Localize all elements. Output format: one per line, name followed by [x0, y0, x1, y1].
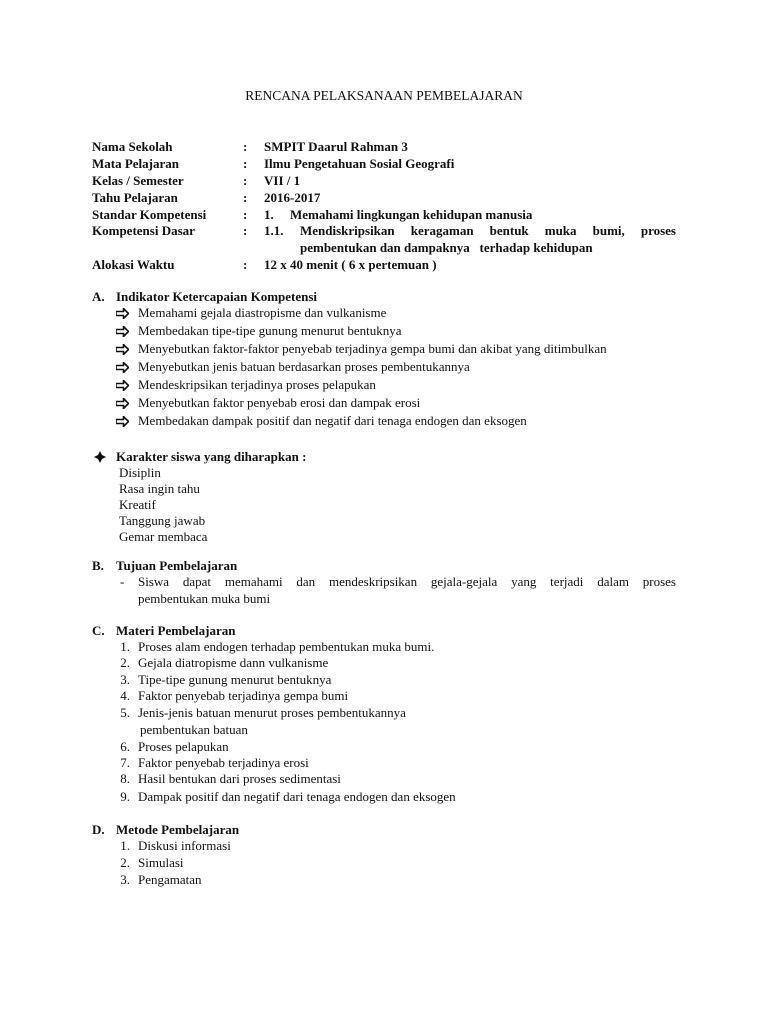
colon: :: [243, 139, 248, 154]
label-kompetensi-dasar: Kompetensi Dasar: [92, 223, 195, 238]
metode-number: 1.: [120, 838, 130, 853]
karakter-item: Gemar membaca: [119, 529, 208, 544]
label-tahun-pelajaran: Tahu Pelajaran: [92, 190, 178, 205]
materi-item: Proses pelapukan: [138, 739, 229, 754]
section-b-letter: B.: [92, 558, 104, 573]
arrow-right-icon: [116, 344, 129, 355]
kompetensi-number: 1.1.: [264, 223, 284, 238]
materi-item: pembentukan batuan: [140, 722, 248, 737]
section-a-letter: A.: [92, 289, 105, 304]
karakter-item: Tanggung jawab: [119, 513, 206, 528]
metode-item: Diskusi informasi: [138, 838, 231, 853]
indikator-item: Menyebutkan jenis batuan berdasarkan proses pembentukannya: [138, 359, 470, 374]
colon: :: [243, 156, 248, 171]
materi-number: 2.: [120, 655, 130, 670]
section-b-title: Tujuan Pembelajaran: [116, 558, 238, 573]
materi-item: Dampak positif dan negatif dari tenaga endogen dan eksogen: [138, 789, 456, 804]
arrow-right-icon: [116, 416, 129, 427]
label-nama-sekolah: Nama Sekolah: [92, 139, 173, 154]
colon: :: [243, 207, 248, 222]
section-d-letter: D.: [92, 822, 105, 837]
value-tahun-pelajaran: 2016-2017: [264, 190, 321, 205]
label-kelas-semester: Kelas / Semester: [92, 173, 184, 188]
arrow-right-icon: [116, 308, 129, 319]
materi-item: Faktor penyebab terjadinya gempa bumi: [138, 688, 349, 703]
value-kelas-semester: VII / 1: [264, 173, 301, 188]
indikator-item: Menyebutkan faktor-faktor penyebab terjadinya gempa bumi dan akibat yang ditimbulkan: [138, 341, 607, 356]
materi-item: Tipe-tipe gunung menurut bentuknya: [138, 672, 332, 687]
tujuan-line2: pembentukan muka bumi: [138, 591, 271, 606]
kompetensi-text-line1: Mendiskripsikan keragaman bentuk muka bumi, proses: [300, 223, 676, 238]
materi-number: 8.: [120, 771, 130, 786]
diamond-bullet-icon: [94, 451, 106, 463]
materi-item: Jenis-jenis batuan menurut proses pembentukannya: [138, 705, 406, 720]
arrow-right-icon: [116, 362, 129, 373]
section-a-title: Indikator Ketercapaian Kompetensi: [116, 289, 318, 304]
document-title: RENCANA PELAKSANAAN PEMBELAJARAN: [245, 88, 523, 103]
materi-item: Gejala diatropisme dann vulkanisme: [138, 655, 329, 670]
colon: :: [243, 190, 248, 205]
materi-number: 7.: [120, 755, 130, 770]
karakter-item: Rasa ingin tahu: [119, 481, 200, 496]
arrow-right-icon: [116, 398, 129, 409]
metode-item: Pengamatan: [138, 872, 202, 887]
karakter-item: Kreatif: [119, 497, 156, 512]
value-mata-pelajaran: Ilmu Pengetahuan Sosial Geografi: [264, 156, 455, 171]
kompetensi-text-line2: pembentukan dan dampaknya terhadap kehidupan: [300, 240, 593, 255]
karakter-item: Disiplin: [119, 465, 161, 480]
colon: :: [243, 223, 248, 238]
arrow-right-icon: [116, 380, 129, 391]
metode-number: 3.: [120, 872, 130, 887]
indikator-item: Memahami gejala diastropisme dan vulkanisme: [138, 305, 387, 320]
section-c-letter: C.: [92, 623, 105, 638]
metode-number: 2.: [120, 855, 130, 870]
label-alokasi-waktu: Alokasi Waktu: [92, 257, 175, 272]
standar-text: Memahami lingkungan kehidupan manusia: [290, 207, 533, 222]
materi-item: Proses alam endogen terhadap pembentukan muka bumi.: [138, 639, 435, 654]
label-standar-kompetensi: Standar Kompetensi: [92, 207, 207, 222]
karakter-title: Karakter siswa yang diharapkan :: [116, 449, 307, 464]
materi-number: 4.: [120, 688, 130, 703]
standar-number: 1.: [264, 207, 274, 222]
arrow-right-icon: [116, 326, 129, 337]
section-d-title: Metode Pembelajaran: [116, 822, 240, 837]
label-mata-pelajaran: Mata Pelajaran: [92, 156, 180, 171]
indikator-item: Membedakan tipe-tipe gunung menurut bentuknya: [138, 323, 402, 338]
metode-item: Simulasi: [138, 855, 184, 870]
materi-number: 5.: [120, 705, 130, 720]
materi-number: 6.: [120, 739, 130, 754]
colon: :: [243, 173, 248, 188]
materi-number: 9.: [120, 789, 130, 804]
section-c-title: Materi Pembelajaran: [116, 623, 236, 638]
materi-number: 1.: [120, 639, 130, 654]
indikator-item: Membedakan dampak positif dan negatif dari tenaga endogen dan eksogen: [138, 413, 527, 428]
indikator-item: Mendeskripsikan terjadinya proses pelapukan: [138, 377, 376, 392]
value-nama-sekolah: SMPIT Daarul Rahman 3: [264, 139, 408, 154]
materi-item: Faktor penyebab terjadinya erosi: [138, 755, 309, 770]
colon: :: [243, 257, 248, 272]
value-alokasi-waktu: 12 x 40 menit ( 6 x pertemuan ): [264, 257, 437, 272]
indikator-item: Menyebutkan faktor penyebab erosi dan dampak erosi: [138, 395, 421, 410]
tujuan-dash: -: [120, 574, 125, 589]
materi-number: 3.: [120, 672, 130, 687]
tujuan-line1: Siswa dapat memahami dan mendeskripsikan gejala-gejala yang terjadi dalam proses: [138, 574, 676, 589]
materi-item: Hasil bentukan dari proses sedimentasi: [138, 771, 341, 786]
